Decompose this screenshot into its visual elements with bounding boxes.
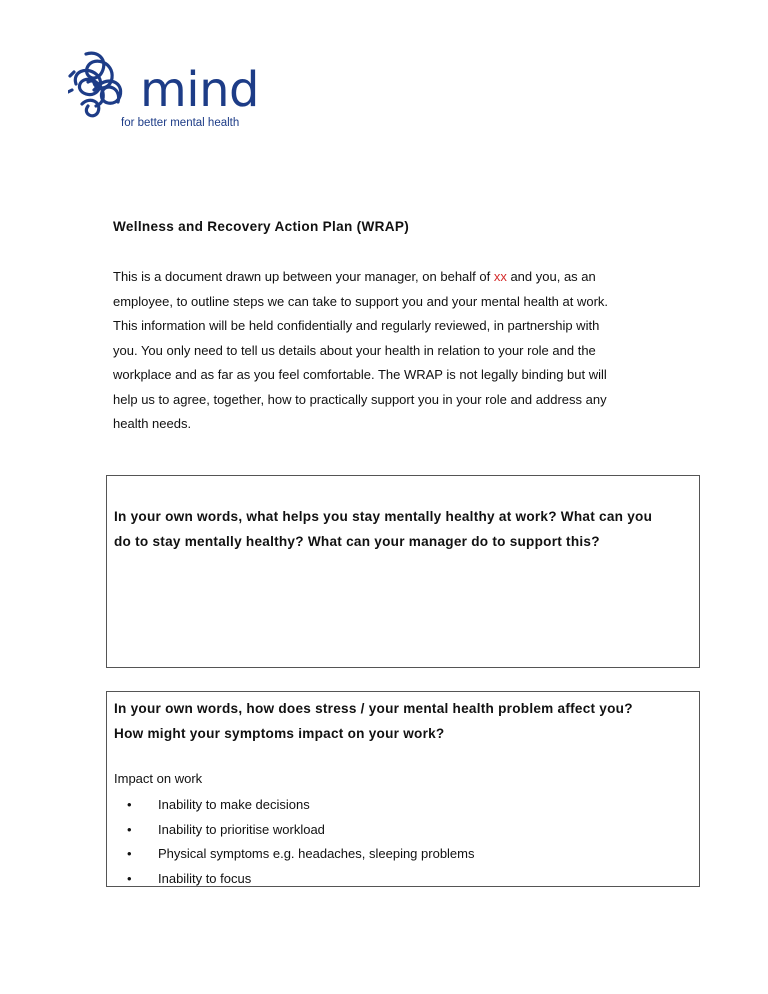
list-item-text: Physical symptoms e.g. headaches, sleeping problems [158,846,475,861]
impact-label: Impact on work [114,771,203,786]
intro-text: This is a document drawn up between your manager, on behalf of [113,269,494,284]
question-line: In your own words, what helps you stay mentally healthy at work? What can you [114,509,653,524]
intro-line: health needs. [113,416,192,431]
logo-wordmark: mind [140,62,259,118]
intro-line: workplace and as far as you feel comfortable. The WRAP is not legally binding but will [113,367,607,382]
intro-text: and you, as an [506,269,596,284]
section-question [114,504,652,554]
bullet-icon: • [127,821,132,837]
list-item-text: Inability to prioritise workload [158,821,325,837]
intro-line: employee, to outline steps we can take to support you and your mental health at work. [113,293,609,309]
intro-line: help us to agree, together, how to practically support you in your role and address any [113,391,607,407]
stay-healthy-section[interactable] [106,475,700,668]
document-title: Wellness and Recovery Action Plan (WRAP) [113,219,410,234]
bullet-icon: • [127,797,132,812]
impact-section[interactable] [106,691,700,887]
section-question [114,696,633,746]
question-line: How might your symptoms impact on your work? [114,726,445,741]
bullet-icon: • [127,870,132,886]
intro-line [113,265,673,290]
list-item-text: Inability to focus [158,870,252,886]
question-line: In your own words, how does stress / your mental health problem affect you? [114,701,633,716]
question-line: do to stay mentally healthy? What can your manager do to support this? [114,534,600,549]
intro-line: you. You only need to tell us details about your health in relation to your role and the [113,342,596,358]
intro-line: This information will be held confidentially and regularly reviewed, in partnership with [113,318,600,333]
organisation-placeholder: xx [493,269,507,284]
bullet-icon: • [127,846,132,861]
list-item-text: Inability to make decisions [158,797,310,812]
mind-logo [68,46,268,142]
logo-tagline: for better mental health [121,117,240,129]
intro-paragraph [113,265,673,437]
